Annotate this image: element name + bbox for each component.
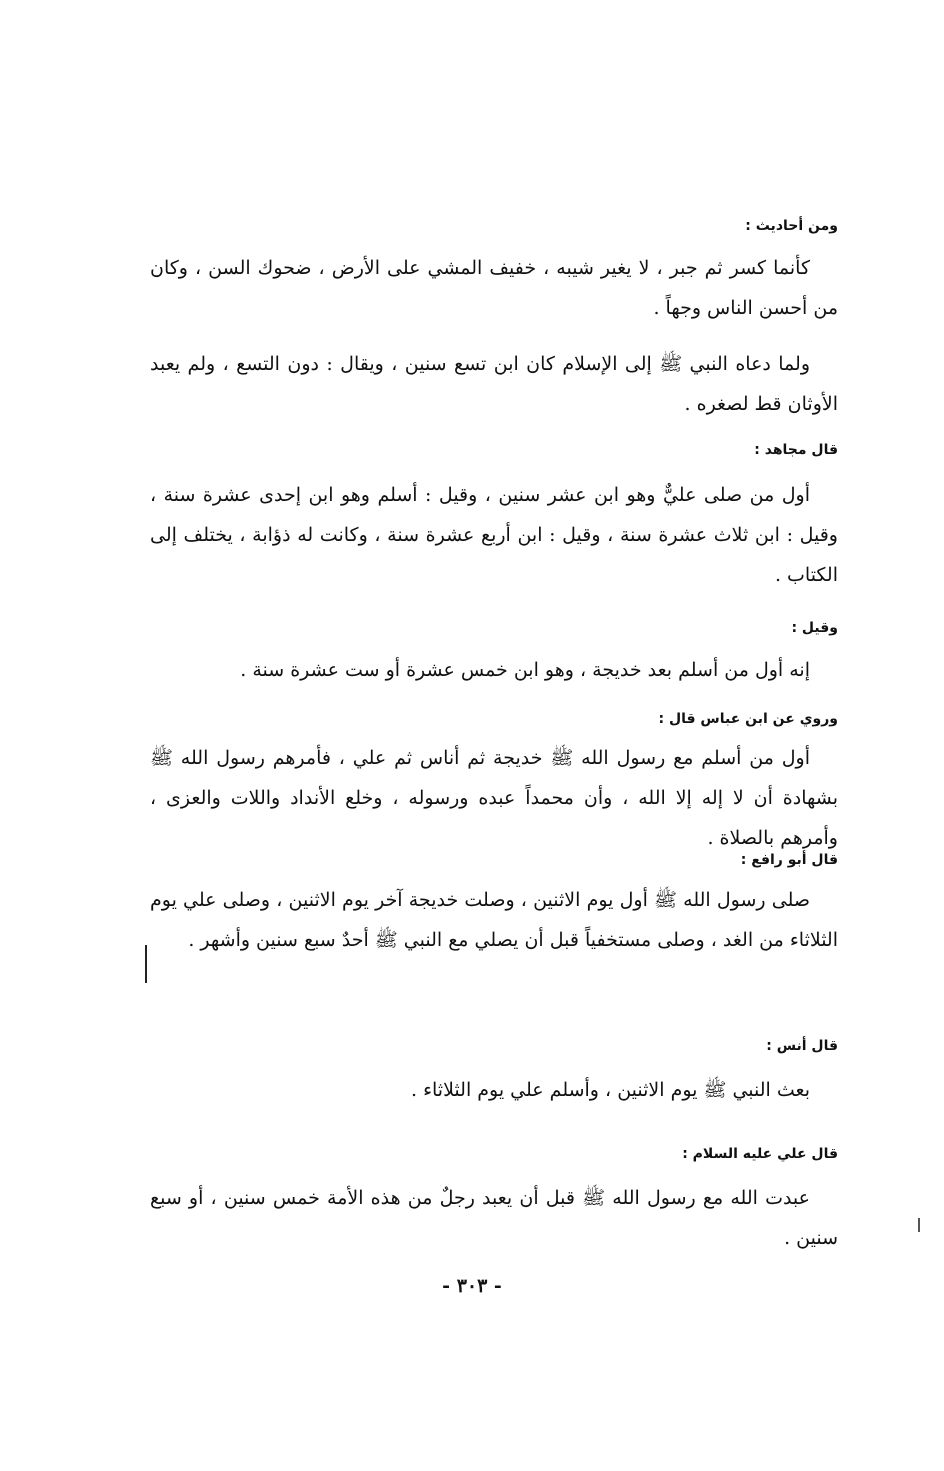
section-paragraph: إنه أول من أسلم بعد خديجة ، وهو ابن خمس عشرة أو ست عشرة سنة . (240, 659, 810, 681)
section-paragraph: أول من أسلم مع رسول الله ﷺ خديجة ثم أناس ثم علي ، فأمرهم رسول الله ﷺ بشهادة أن لا إله إلا الله ، وأن محمداً عبده ورسوله ، وخلع الأنداد واللات والعزى ، وأمرهم بالصلاة . (150, 747, 838, 849)
section-paragraph: بعث النبي ﷺ يوم الاثنين ، وأسلم علي يوم الثلاثاء . (411, 1079, 810, 1101)
section-paragraph: ولما دعاه النبي ﷺ إلى الإسلام كان ابن تسع سنين ، ويقال : دون التسع ، ولم يعبد الأوثان قط لصغره . (150, 353, 838, 415)
page-number: - ٣٠٣ - (442, 1275, 502, 1297)
margin-mark (918, 1218, 920, 1232)
section-heading: قال مجاهد : (754, 442, 838, 458)
section-paragraph: كأنما كسر ثم جبر ، لا يغير شيبه ، خفيف المشي على الأرض ، ضحوك السن ، وكان من أحسن الناس وجهاً . (150, 257, 838, 319)
section-paragraph: صلى رسول الله ﷺ أول يوم الاثنين ، وصلت خديجة آخر يوم الاثنين ، وصلى علي يوم الثلاثاء من الغد ، وصلى مستخفياً قبل أن يصلي مع النبي ﷺ أحدٌ سبع سنين وأشهر . (150, 889, 838, 951)
section-heading: وروي عن ابن عباس قال : (658, 711, 838, 727)
section-paragraph: أول من صلى عليٌّ وهو ابن عشر سنين ، وقيل : أسلم وهو ابن إحدى عشرة سنة ، وقيل : ابن ثلاث عشرة سنة ، وقيل : ابن أربع عشرة سنة ، وكانت له ذؤابة ، يختلف إلى الكتاب . (150, 484, 838, 586)
section-heading: ومن أحاديث : (745, 218, 838, 234)
section-paragraph: عبدت الله مع رسول الله ﷺ قبل أن يعبد رجلٌ من هذه الأمة خمس سنين ، أو سبع سنين . (150, 1187, 838, 1249)
section-heading: قال أبو رافع : (740, 852, 838, 868)
margin-mark (145, 945, 147, 983)
section-heading: قال أنس : (766, 1038, 838, 1054)
section-heading: قال علي عليه السلام : (682, 1146, 838, 1162)
section-heading: وقيل : (791, 620, 838, 636)
